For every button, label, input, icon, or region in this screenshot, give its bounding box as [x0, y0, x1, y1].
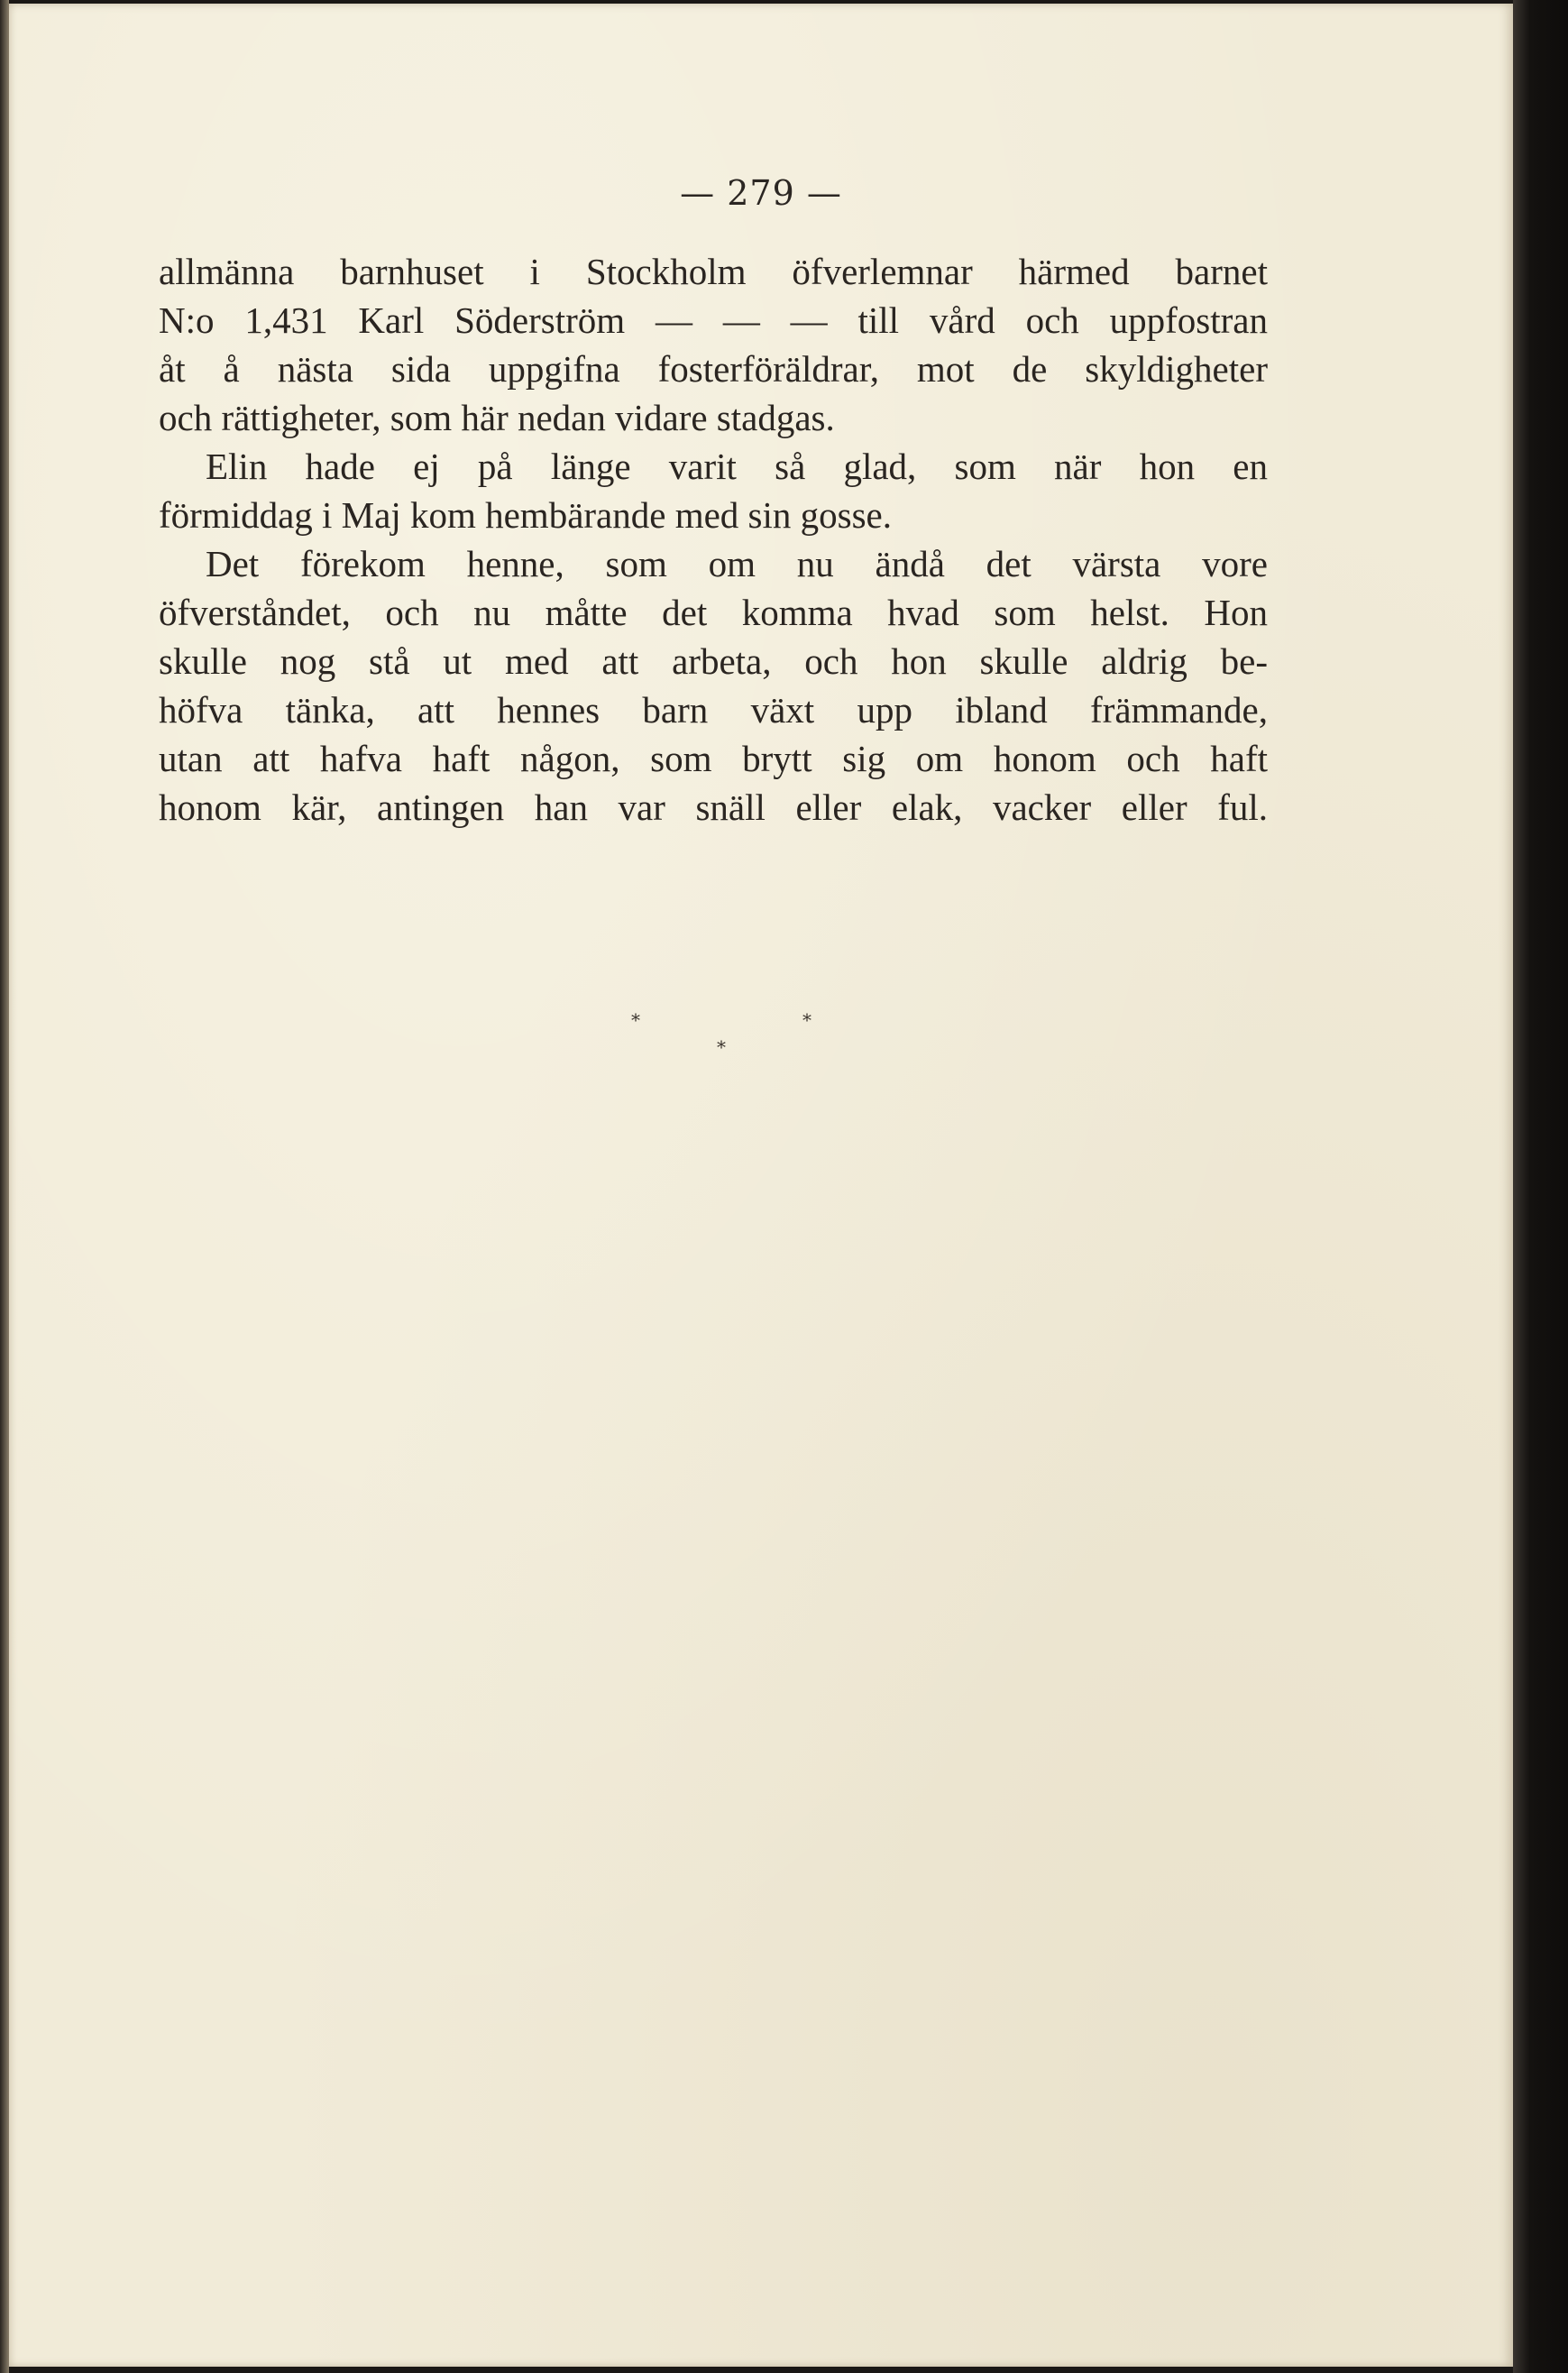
text-line: skulle nog stå ut med att arbeta, och hon skulle aldrig be-	[159, 640, 1268, 682]
separator-star: *	[717, 1036, 726, 1058]
text-line: åt å nästa sida uppgifna fosterföräldrar, mot de skyldigheter	[159, 348, 1268, 390]
text-line: öfverståndet, och nu måtte det komma hvad som helst. Hon	[159, 592, 1268, 633]
text-line: honom kär, antingen han var snäll eller elak, vacker eller ful.	[159, 786, 1268, 828]
book-binding-edge	[0, 0, 9, 2373]
text-line: utan att hafva haft någon, som brytt sig om honom och haft	[159, 738, 1268, 779]
book-page	[9, 4, 1513, 2367]
text-line: N:o 1,431 Karl Söderström — — — till vård och uppfostran	[159, 299, 1268, 341]
separator-star: *	[802, 1009, 812, 1031]
section-separator	[622, 1009, 830, 1081]
text-line: Elin hade ej på länge varit så glad, som när hon en	[206, 446, 1268, 487]
text-line: förmiddag i Maj kom hembärande med sin gosse.	[159, 494, 892, 536]
text-line: allmänna barnhuset i Stockholm öfverlemnar härmed barnet	[159, 251, 1268, 292]
separator-star: *	[631, 1009, 640, 1031]
text-line: höfva tänka, att hennes barn växt upp ibland främmande,	[159, 689, 1268, 731]
text-line: och rättigheter, som här nedan vidare stadgas.	[159, 397, 835, 438]
page-number: — 279 —	[680, 173, 842, 213]
body-text	[159, 247, 1268, 832]
text-line: Det förekom henne, som om nu ändå det värsta vore	[206, 543, 1268, 584]
scan-background-edge	[1513, 0, 1568, 2373]
